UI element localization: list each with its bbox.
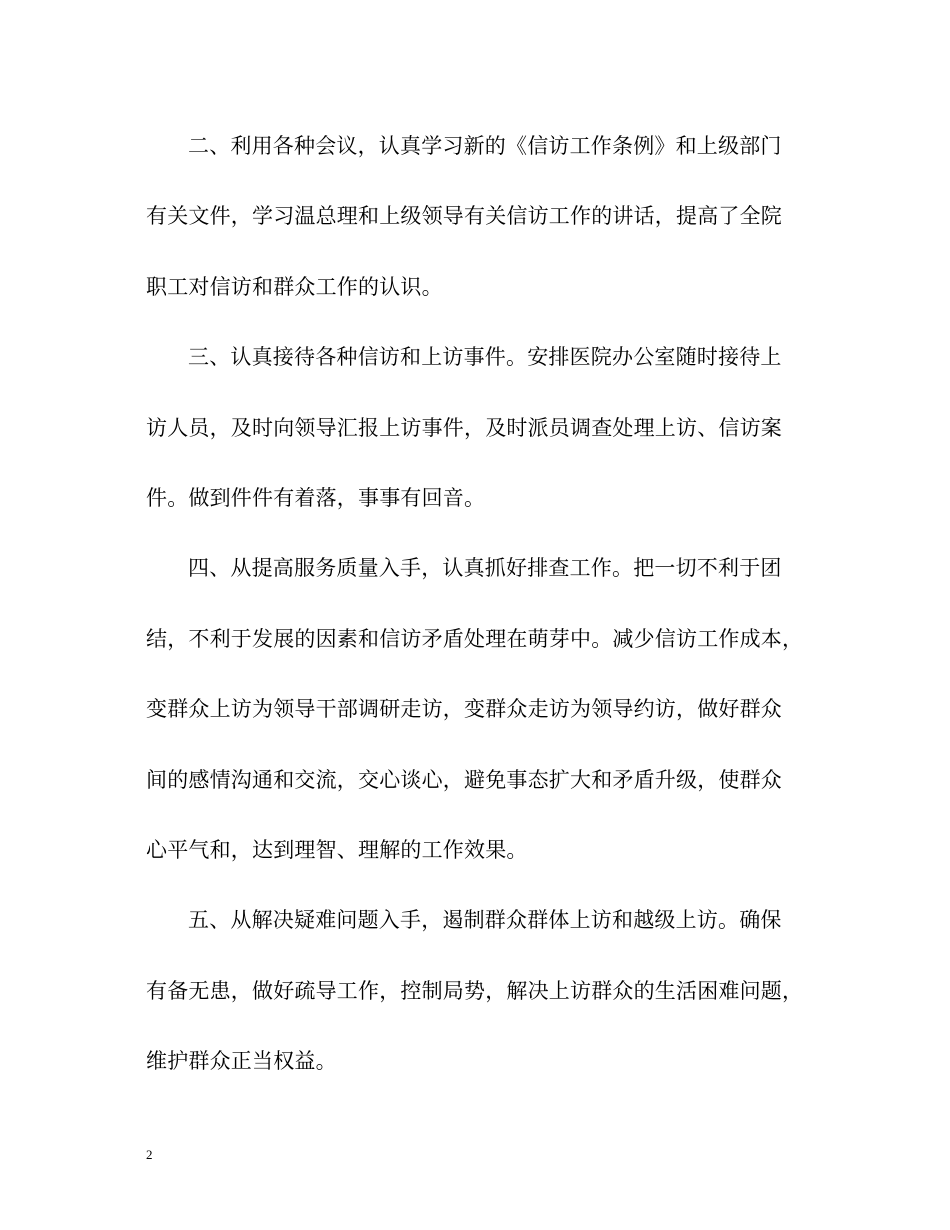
paragraph-4-line-2: 结，不利于发展的因素和信访矛盾处理在萌芽中。减少信访工作成本， (146, 626, 804, 651)
paragraph-3-line-3: 件。做到件件有着落，事事有回音。 (146, 485, 486, 510)
document-body (146, 122, 806, 1107)
paragraph-5-line-1: 五、从解决疑难问题入手，遏制群众群体上访和越级上访。确保 (188, 908, 782, 933)
paragraph-5-line-3: 维护群众正当权益。 (146, 1049, 337, 1074)
paragraph-2-line-3: 职工对信访和群众工作的认识。 (146, 274, 443, 299)
paragraph-4-line-4: 间的感情沟通和交流，交心谈心，避免事态扩大和矛盾升级，使群众 (146, 767, 782, 792)
paragraph-4-line-5: 心平气和，达到理智、理解的工作效果。 (146, 837, 528, 862)
paragraph-4-line-1: 四、从提高服务质量入手，认真抓好排查工作。把一切不利于团 (188, 556, 782, 581)
paragraph-4-line-3: 变群众上访为领导干部调研走访，变群众走访为领导约访，做好群众 (146, 697, 782, 722)
paragraph-2-line-1: 二、利用各种会议，认真学习新的《信访工作条例》和上级部门 (188, 134, 782, 158)
paragraph-3-line-2: 访人员，及时向领导汇报上访事件，及时派员调查处理上访、信访案 (146, 415, 782, 440)
page-number: 2 (146, 1147, 153, 1162)
paragraph-5-line-2: 有备无患，做好疏导工作，控制局势，解决上访群众的生活困难问题， (146, 978, 804, 1003)
paragraph-3-line-1: 三、认真接待各种信访和上访事件。安排医院办公室随时接待上 (188, 345, 782, 370)
paragraph-2-line-2: 有关文件，学习温总理和上级领导有关信访工作的讲话，提高了全院 (146, 204, 782, 229)
